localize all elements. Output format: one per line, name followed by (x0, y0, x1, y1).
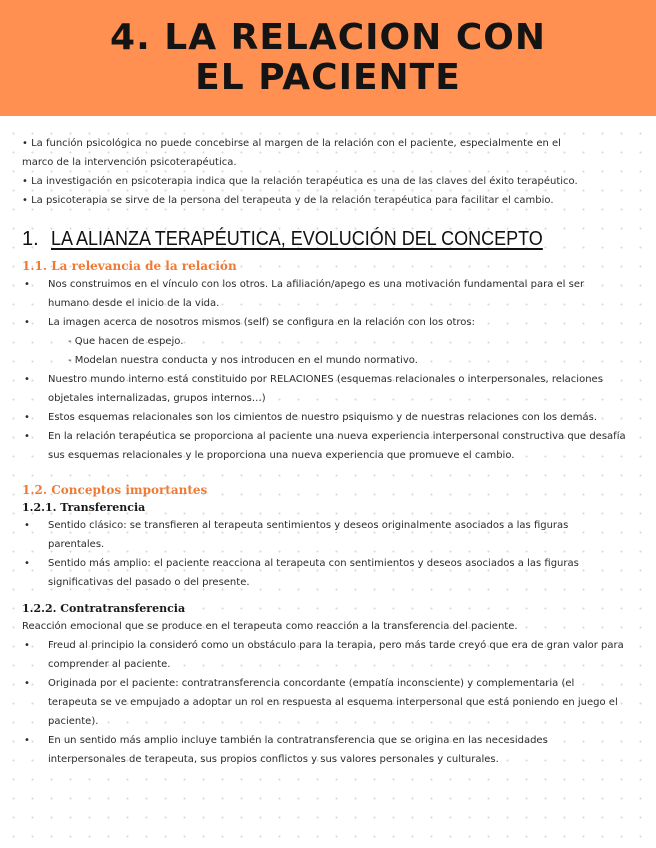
list-item: • Estos esquemas relacionales son los cimientos de nuestro psiquismo y de nuestras relaciones con los demás. (22, 408, 626, 427)
list-item: • Originada por el paciente: contratransferencia concordante (empatía inconsciente) y complementaria (el terapeuta se ve empujado a adoptar un rol en respuesta al esquema interpersonal que está poniendo en juego el paciente). (22, 674, 626, 731)
intro-line: • La investigación en psicoterapia indica que la relación terapéutica es una de las claves del éxito terapéutico. (22, 176, 578, 187)
list-item: • Nuestro mundo interno está constituido por RELACIONES (esquemas relacionales o interpersonales, relaciones objetales internalizadas, grupos internos…) (22, 370, 626, 408)
sub-list-item: - Que hacen de espejo. (68, 336, 184, 347)
bullet-list (22, 516, 626, 592)
section-title: LA ALIANZA TERAPÉUTICA, EVOLUCIÓN DEL CONCEPTO (50, 228, 543, 250)
list-item: • Sentido más amplio: el paciente reacciona al terapeuta con sentimientos y deseos asociados a las figuras significativas del pasado o del presente. (22, 554, 626, 592)
list-item: • En un sentido más amplio incluye también la contratransferencia que se origina en las necesidades interpersonales de terapeuta, sus propios conflictos y sus valores personales y culturales. (22, 731, 626, 769)
page-header (0, 0, 656, 116)
sub-list-item: - Modelan nuestra conducta y nos introducen en el mundo normativo. (68, 355, 418, 366)
subsubsection-heading-contratransferencia: 1.2.2. Contratransferencia (22, 602, 186, 615)
subsection-heading-1-2: 1.2. Conceptos importantes (22, 483, 208, 497)
bullet-list (22, 370, 626, 465)
bullet-list (22, 275, 626, 332)
subsection-heading-1-1: 1.1. La relevancia de la relación (22, 259, 237, 273)
section-number: 1. (22, 228, 39, 250)
intro-line: • La función psicológica no puede concebirse al margen de la relación con el paciente, especialmente en el (22, 138, 561, 149)
intro-line: • La psicoterapia se sirve de la persona del terapeuta y de la relación terapéutica para facilitar el cambio. (22, 195, 554, 206)
list-item: • Nos construimos en el vínculo con los otros. La afiliación/apego es una motivación fundamental para el ser humano desde el inicio de la vida. (22, 275, 626, 313)
paragraph: Reacción emocional que se produce en el terapeuta como reacción a la transferencia del paciente. (22, 621, 518, 632)
page-title-line-1: 4. LA RELACION CON (110, 17, 546, 58)
list-item: • La imagen acerca de nosotros mismos (self) se configura en la relación con los otros: (22, 313, 626, 332)
intro-block (22, 134, 626, 210)
subsubsection-heading-transferencia: 1.2.1. Transferencia (22, 501, 146, 514)
page-title-line-2: EL PACIENTE (195, 57, 461, 98)
document-body (22, 134, 626, 769)
list-item: • Freud al principio la consideró como un obstáculo para la terapia, pero más tarde creyó que era de gran valor para comprender al paciente. (22, 636, 626, 674)
list-item: • En la relación terapéutica se proporciona al paciente una nueva experiencia interpersonal constructiva que desafía sus esquemas relacionales y le proporciona una nueva experiencia que promueve el cambio. (22, 427, 626, 465)
list-item: • Sentido clásico: se transfieren al terapeuta sentimientos y deseos originalmente asociados a las figuras parentales. (22, 516, 626, 554)
bullet-list (22, 636, 626, 769)
section-heading-1 (22, 227, 626, 251)
intro-line: marco de la intervención psicoterapéutica. (22, 157, 237, 168)
